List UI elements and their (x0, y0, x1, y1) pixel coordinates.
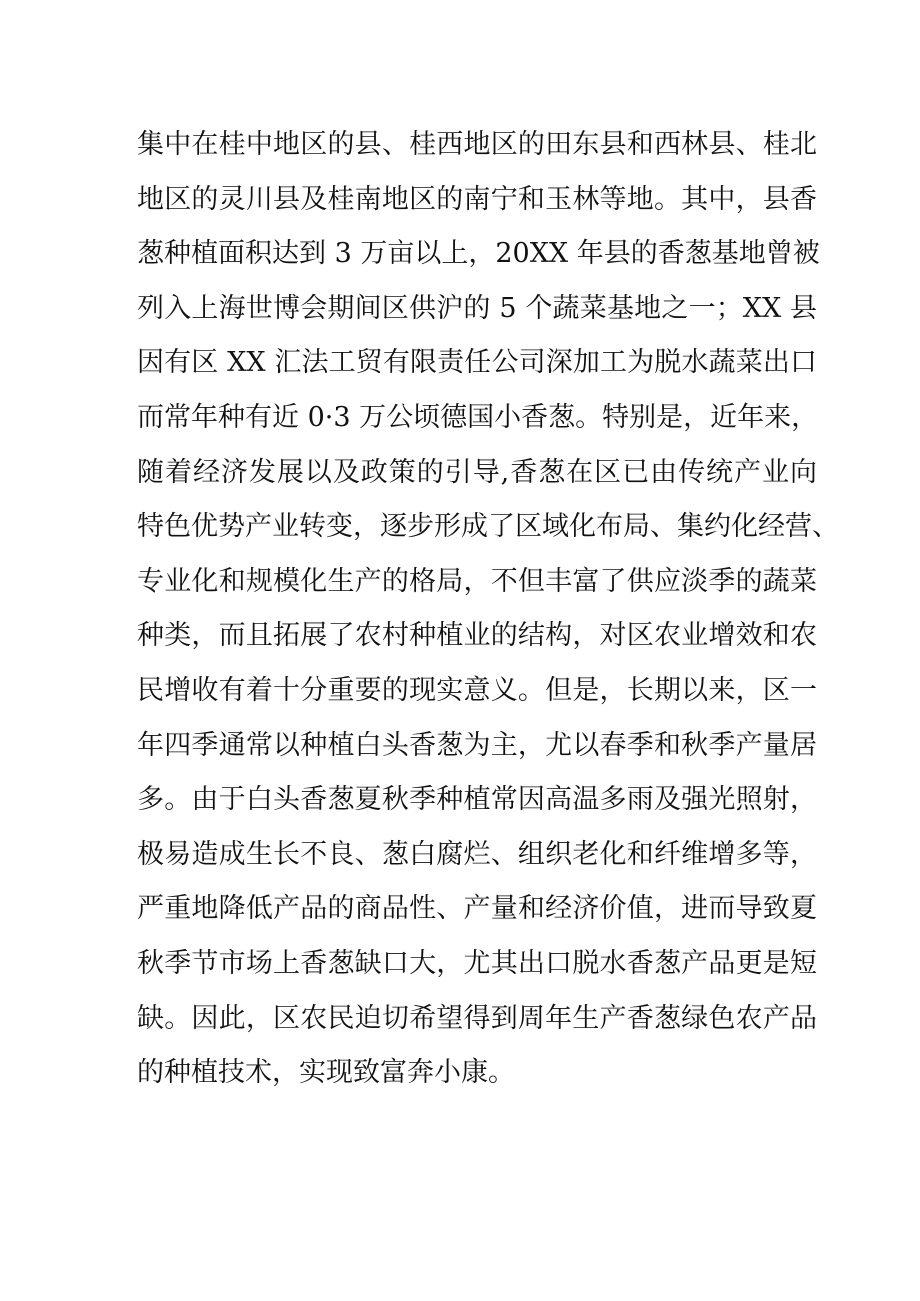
paragraph-line: 随着经济发展以及政策的引导,香葱在区已由传统产业向 (137, 456, 817, 488)
paragraph-line: 缺。因此，区农民迫切希望得到周年生产香葱绿色农产品 (137, 1002, 817, 1034)
paragraph-line: 集中在桂中地区的县、桂西地区的田东县和西林县、桂北 (137, 129, 817, 160)
paragraph-line: 极易造成生长不良、葱白腐烂、组织老化和纤维增多等， (137, 838, 817, 870)
paragraph-line: 因有区 XX 汇法工贸有限责任公司深加工为脱水蔬菜出口 (137, 347, 817, 379)
paragraph-line: 专业化和规模化生产的格局，不但丰富了供应淡季的蔬菜 (137, 565, 817, 597)
paragraph-line: 秋季节市场上香葱缺口大，尤其出口脱水香葱产品更是短 (137, 947, 817, 979)
paragraph-line: 民增收有着十分重要的现实意义。但是，长期以来，区一 (137, 674, 817, 706)
paragraph-line: 的种植技术，实现致富奔小康。 (137, 1057, 515, 1089)
paragraph-line: 多。由于白头香葱夏秋季种植常因高温多雨及强光照射， (137, 784, 817, 816)
paragraph-line: 列入上海世博会期间区供沪的 5 个蔬菜基地之一；XX 县 (137, 292, 817, 324)
paragraph-line: 而常年种有近 0·3 万公顷德国小香葱。特别是，近年来， (137, 401, 819, 433)
paragraph-line: 特色优势产业转变，逐步形成了区域化布局、集约化经营、 (137, 511, 839, 543)
paragraph-line: 年四季通常以种植白头香葱为主，尤以春季和秋季产量居 (137, 729, 817, 761)
paragraph-line: 种类，而且拓展了农村种植业的结构，对区农业增效和农 (137, 620, 817, 652)
body-paragraph (137, 118, 839, 1101)
paragraph-line: 地区的灵川县及桂南地区的南宁和玉林等地。其中，县香 (137, 183, 817, 215)
paragraph-line: 葱种植面积达到 3 万亩以上，20XX 年县的香葱基地曾被 (137, 238, 820, 270)
paragraph-line: 严重地降低产品的商品性、产量和经济价值，进而导致夏 (137, 893, 817, 925)
